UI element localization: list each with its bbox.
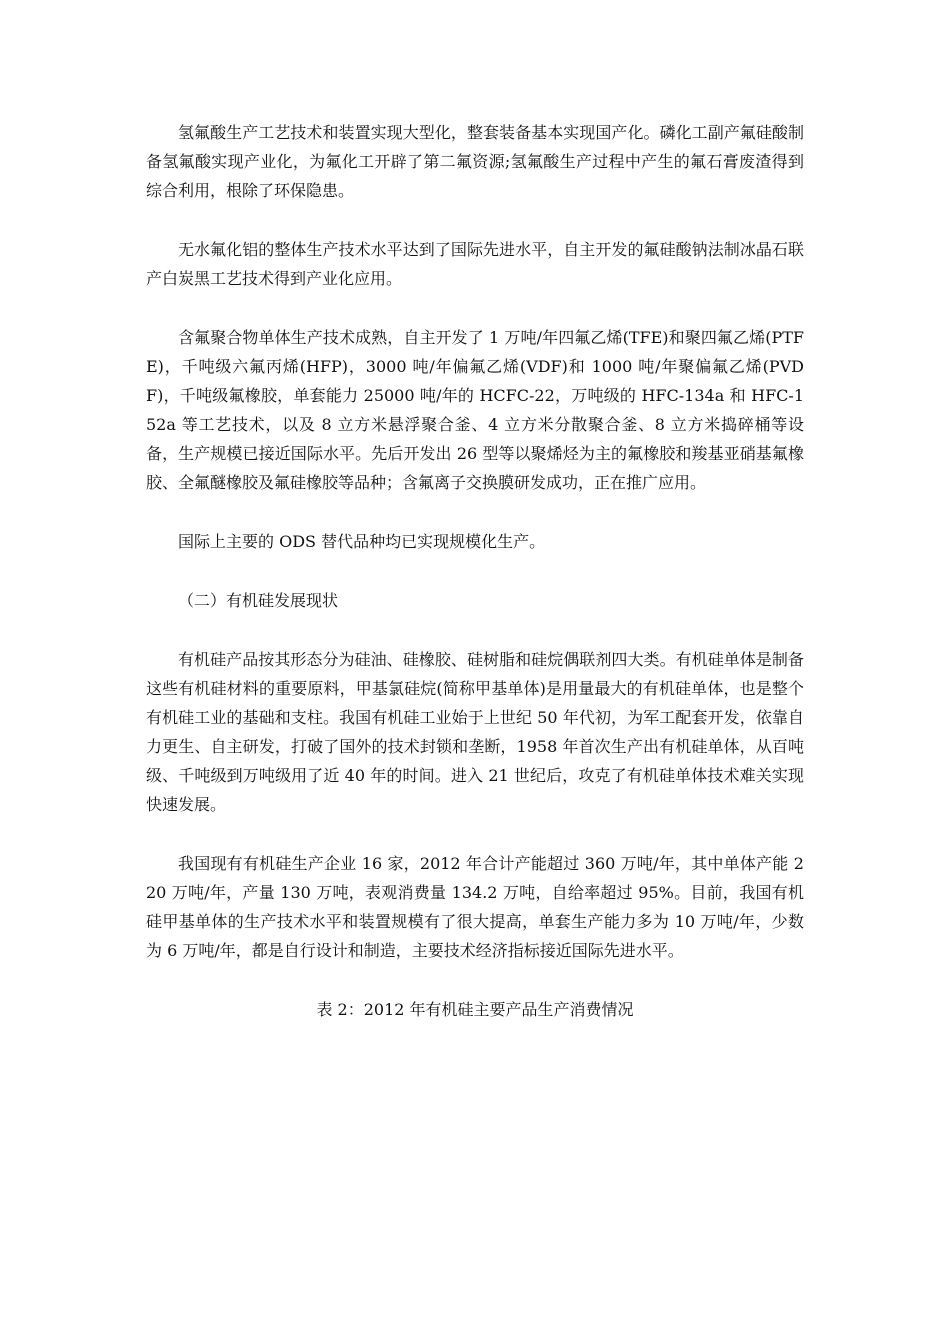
- document-page: [146, 118, 804, 1024]
- paragraph-aluminum-fluoride: 无水氟化铝的整体生产技术水平达到了国际先进水平，自主开发的氟硅酸钠法制冰晶石联产白炭黑工艺技术得到产业化应用。: [146, 240, 804, 288]
- paragraph-fluoropolymer-monomers: 含氟聚合物单体生产技术成熟，自主开发了 1 万吨/年四氟乙烯(TFE)和聚四氟乙烯(PTFE)，千吨级六氟丙烯(HFP)，3000 吨/年偏氟乙烯(VDF)和 1000 吨/年聚偏氟乙烯(PVDF)，千吨级氟橡胶，单套能力 25000 吨/年的 HCFC-22，万吨级的 HFC-134a 和 HFC-152a 等工艺技术，以及 8 立方米悬浮聚合釜、4 立方米分散聚合釜、8 立方米捣碎桶等设备，生产规模已接近国际水平。先后开发出 26 型等以聚烯烃为主的氟橡胶和羧基亚硝基氟橡胶、全氟醚橡胶及氟硅橡胶等品种；含氟离子交换膜研发成功，正在推广应用。: [146, 328, 804, 492]
- section-heading-organosilicon: （二）有机硅发展现状: [178, 591, 339, 610]
- paragraph-hydrofluoric-acid: 氢氟酸生产工艺技术和装置实现大型化，整套装备基本实现国产化。磷化工副产氟硅酸制备氢氟酸实现产业化，为氟化工开辟了第二氟资源;氢氟酸生产过程中产生的氟石膏废渣得到综合利用，根除了环保隐患。: [146, 123, 804, 200]
- table-caption: 表 2：2012 年有机硅主要产品生产消费情况: [316, 1000, 634, 1019]
- paragraph-ods-substitutes: 国际上主要的 ODS 替代品种均已实现规模化生产。: [178, 532, 546, 551]
- paragraph-organosilicon-capacity: 我国现有有机硅生产企业 16 家，2012 年合计产能超过 360 万吨/年，其中单体产能 220 万吨/年，产量 130 万吨，表观消费量 134.2 万吨，自给率超过 95%。目前，我国有机硅甲基单体的生产技术水平和装置规模有了很大提高，单套生产能力多为 10 万吨/年，少数为 6 万吨/年，都是自行设计和制造，主要技术经济指标接近国际先进水平。: [146, 854, 804, 960]
- paragraph-organosilicon-products: 有机硅产品按其形态分为硅油、硅橡胶、硅树脂和硅烷偶联剂四大类。有机硅单体是制备这些有机硅材料的重要原料，甲基氯硅烷(简称甲基单体)是用量最大的有机硅单体，也是整个有机硅工业的基础和支柱。我国有机硅工业始于上世纪 50 年代初，为军工配套开发，依靠自力更生、自主研发，打破了国外的技术封锁和垄断，1958 年首次生产出有机硅单体，从百吨级、千吨级到万吨级用了近 40 年的时间。进入 21 世纪后，攻克了有机硅单体技术难关实现快速发展。: [146, 650, 804, 814]
